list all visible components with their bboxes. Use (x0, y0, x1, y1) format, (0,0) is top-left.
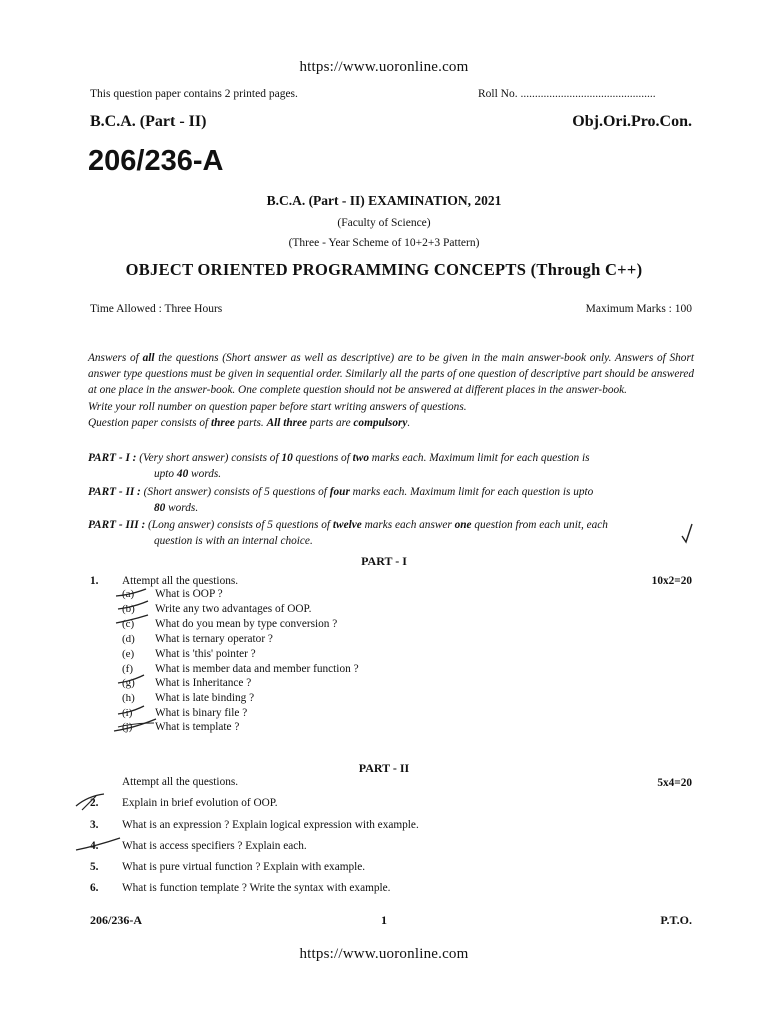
item-text: What is an expression ? Explain logical expression with example. (122, 819, 419, 831)
item-label: (i) (122, 707, 133, 719)
item-number: 5. (90, 861, 99, 873)
part-2-intro: Attempt all the questions. (122, 776, 239, 788)
item-text: What is pure virtual function ? Explain with example. (122, 861, 366, 873)
item-label: (e) (122, 648, 135, 660)
footer-url: https://www.uoronline.com (299, 946, 469, 962)
scheme: (Three - Year Scheme of 10+2+3 Pattern) (288, 237, 480, 249)
item-text: What is access specifiers ? Explain each. (122, 840, 307, 852)
paper-code: 206/236-A (88, 145, 224, 177)
max-marks: Maximum Marks : 100 (585, 303, 692, 315)
item-text: What is 'this' pointer ? (155, 648, 256, 660)
item-text: What is late binding ? (155, 692, 255, 704)
handwritten-tick-marks (112, 583, 162, 743)
instruction-part-1: PART - I : (Very short answer) consists of 10 questions of two marks each. Maximum limit for each question is upto 40 words. (88, 452, 590, 481)
item-label: (c) (122, 618, 135, 630)
item-text: Explain in brief evolution of OOP. (122, 797, 278, 809)
item-text: Write any two advantages of OOP. (155, 603, 312, 615)
item-text: What is Inheritance ? (155, 677, 252, 689)
instruction-part-2: PART - II : (Short answer) consists of 5 questions of four marks each. Maximum limit for each question is upto 80 words. (88, 486, 594, 515)
time-allowed: Time Allowed : Three Hours (90, 303, 223, 315)
item-label: (a) (122, 588, 135, 600)
faculty: (Faculty of Science) (337, 217, 431, 229)
pto-label: P.T.O. (660, 913, 692, 927)
item-text: What is function template ? Write the syntax with example. (122, 882, 391, 894)
roll-number-field: Roll No. ............................................... (478, 88, 656, 100)
item-text: What is binary file ? (155, 707, 248, 719)
item-text: What is OOP ? (155, 588, 223, 600)
item-label: (h) (122, 692, 135, 704)
subject-title: OBJECT ORIENTED PROGRAMMING CONCEPTS (Through C++) (125, 260, 643, 279)
question-text: Attempt all the questions. (122, 575, 239, 587)
item-number: 2. (90, 797, 99, 809)
page-number: 1 (381, 913, 387, 927)
course-code: Obj.Ori.Pro.Con. (572, 113, 692, 130)
item-text: What do you mean by type conversion ? (155, 618, 338, 630)
course-label: B.C.A. (Part - II) (90, 113, 207, 130)
instructions-block: Answers of all the questions (Short answer as well as descriptive) are to be given in the main answer-book only. Answers of Short answer type questions must be given in sequential order. Similarly all the parts of one question of descriptive part should be answered at one place in the answer-book. One complete question should not be answered at different places in the answer-book. Write your roll number on question paper before start writing answers of questions. Question paper consists of three parts. All three parts are compulsory. (88, 352, 694, 429)
marks-label: 10x2=20 (651, 575, 692, 587)
instruction-part-3: PART - III : (Long answer) consists of 5 questions of twelve marks each answer one question from each unit, each question is with an internal choice. (88, 519, 608, 548)
exam-title: B.C.A. (Part - II) EXAMINATION, 2021 (266, 193, 502, 208)
item-label: (j) (122, 721, 133, 733)
item-text: What is member data and member function ? (155, 663, 359, 675)
item-number: 3. (90, 819, 99, 831)
handwritten-tick-icon (680, 520, 694, 544)
question-number: 1. (90, 575, 99, 587)
item-label: (d) (122, 633, 135, 645)
item-label: (g) (122, 677, 135, 689)
handwritten-tick-marks-part-2 (74, 790, 124, 860)
item-label: (b) (122, 603, 135, 615)
item-text: What is ternary operator ? (155, 633, 273, 645)
item-number: 6. (90, 882, 99, 894)
item-number: 4. (90, 840, 99, 852)
item-text: What is template ? (155, 721, 240, 733)
part-2-heading: PART - II (358, 761, 410, 775)
marks-label: 5x4=20 (657, 777, 692, 789)
item-label: (f) (122, 663, 133, 675)
pages-note: This question paper contains 2 printed pages. (90, 88, 298, 100)
footer-code: 206/236-A (90, 913, 142, 927)
header-url: https://www.uoronline.com (299, 59, 469, 75)
part-1-heading: PART - I (361, 554, 407, 568)
